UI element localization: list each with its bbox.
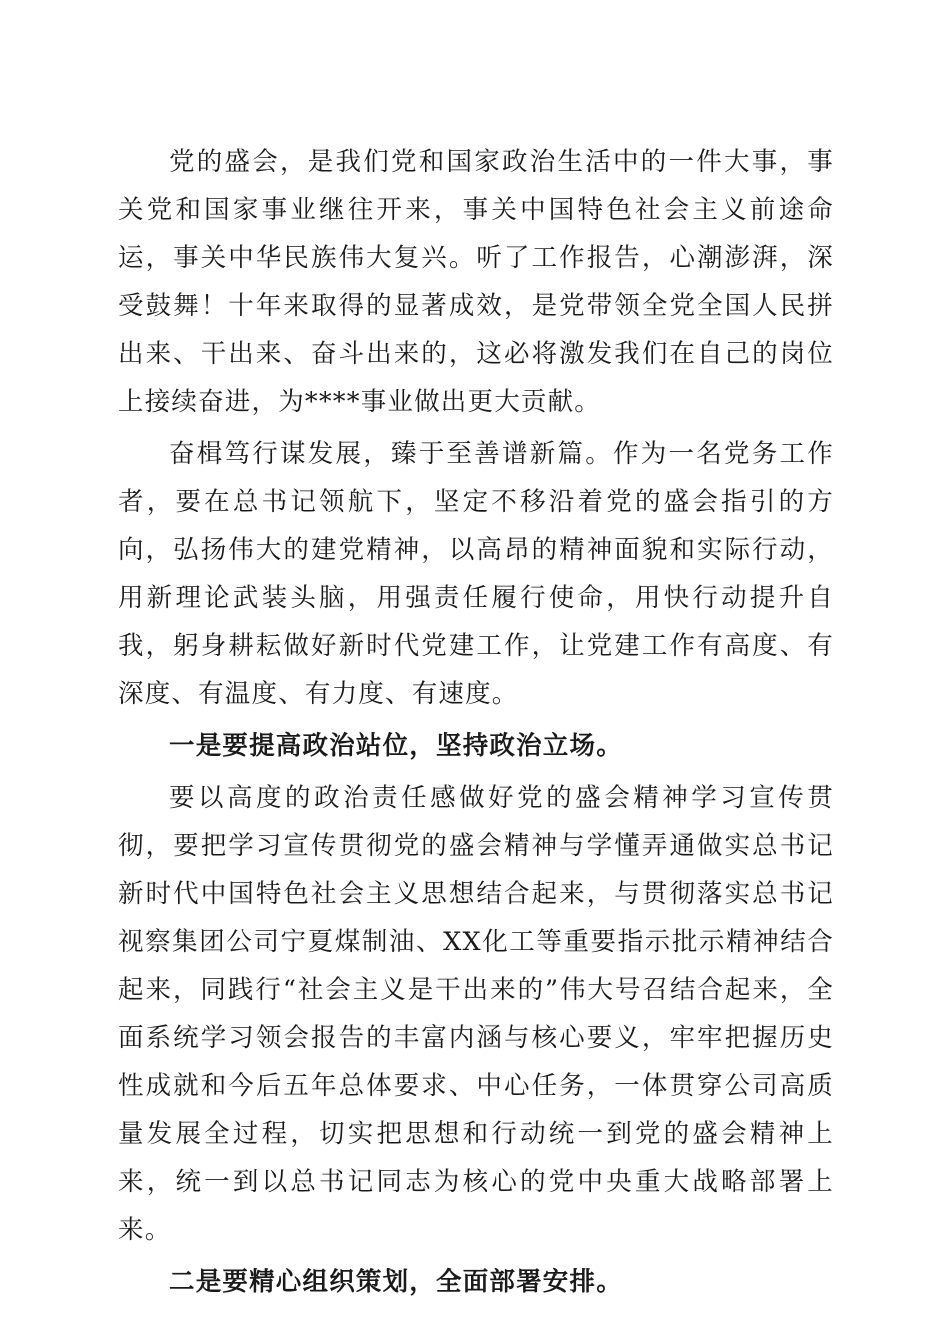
section-heading-1: 一是要提高政治站位，坚持政治立场。	[169, 731, 623, 761]
paragraph-opening: 党的盛会，是我们党和国家政治生活中的一件大事，事关党和国家事业继往开来，事关中国特色社会主义前途命运，事关中华民族伟大复兴。听了工作报告，心潮澎湃，深受鼓舞！十年来取得的显著成效，是党带领全党全国人民拼出来、干出来、奋斗出来的，这必将激发我们在自己的岗位上接续奋进，为****事业做出更大贡献。	[118, 147, 834, 417]
document-body	[118, 138, 834, 1306]
paragraph-development: 奋楫笃行谋发展，臻于至善谱新篇。作为一名党务工作者，要在总书记领航下，坚定不移沿着党的盛会指引的方向，弘扬伟大的建党精神，以高昂的精神面貌和实际行动，用新理论武装头脑，用强责任履行使命，用快行动提升自我，躬身耕耘做好新时代党建工作，让党建工作有高度、有深度、有温度、有力度、有速度。	[118, 439, 834, 709]
section-heading-2: 二是要精心组织策划，全面部署安排。	[169, 1267, 623, 1297]
paragraph-political-stance: 要以高度的政治责任感做好党的盛会精神学习宣传贯彻，要把学习宣传贯彻党的盛会精神与学懂弄通做实总书记新时代中国特色社会主义思想结合起来，与贯彻落实总书记视察集团公司宁夏煤制油、XX化工等重要指示批示精神结合起来，同践行“社会主义是干出来的”伟大号召结合起来，全面系统学习领会报告的丰富内涵与核心要义，牢牢把握历史性成就和今后五年总体要求、中心任务，一体贯穿公司高质量发展全过程，切实把思想和行动统一到党的盛会精神上来，统一到以总书记同志为核心的党中央重大战略部署上来。	[118, 783, 834, 1245]
